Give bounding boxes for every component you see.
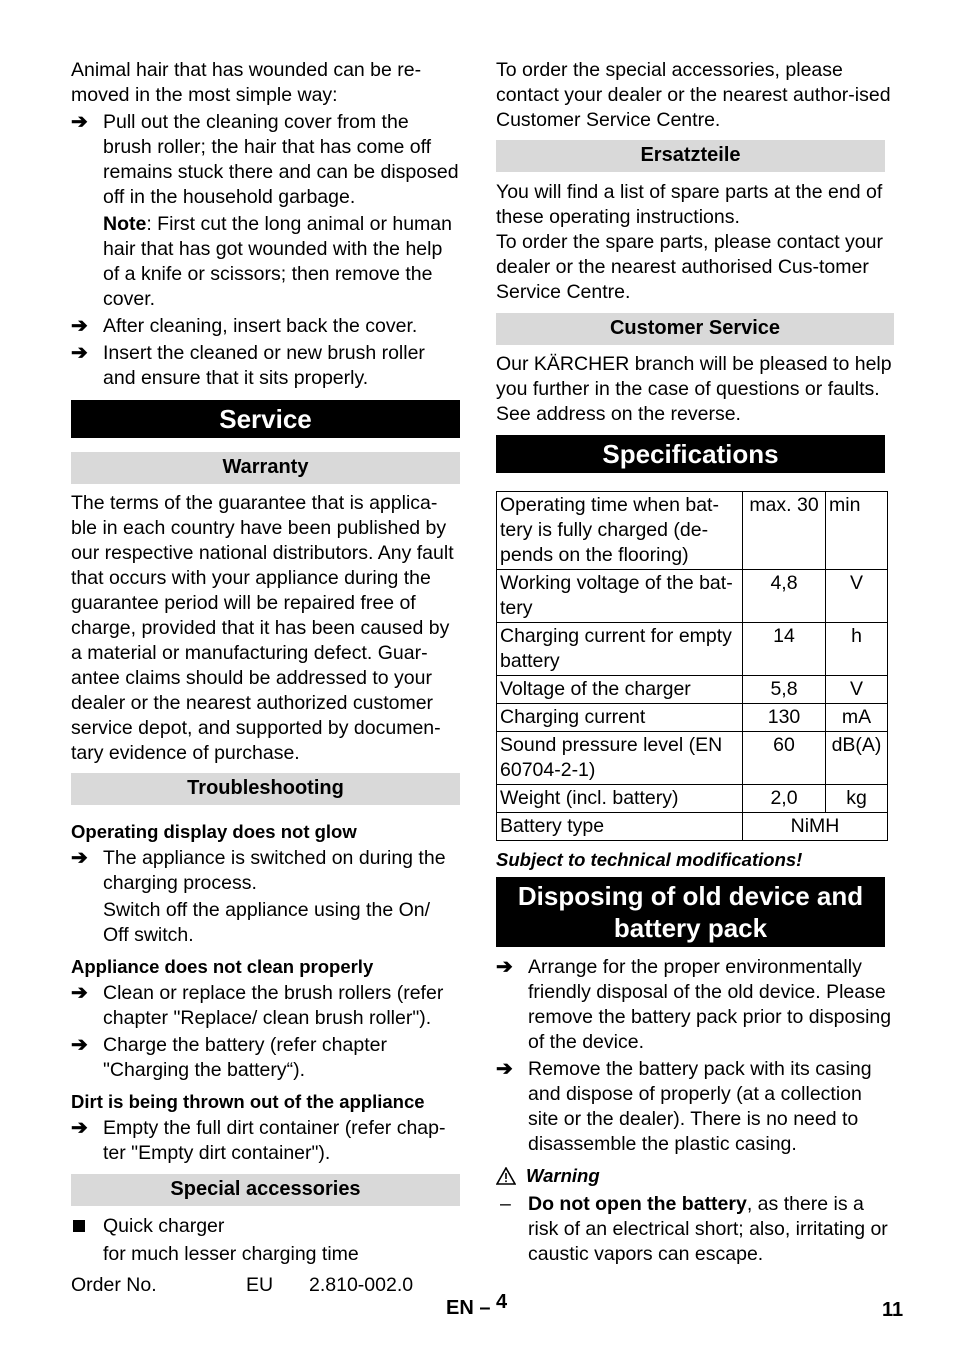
square-bullet-icon: [73, 1220, 85, 1232]
note-block: [71, 212, 460, 312]
sub-text: Switch off the appliance using the On/ Off switch.: [103, 899, 431, 946]
list-item: [496, 955, 894, 1055]
table-cell-unit: h: [826, 623, 888, 676]
table-cell-unit: mA: [826, 704, 888, 732]
table-cell-label: Working voltage of the bat-tery: [497, 570, 743, 623]
customer-service-text: Our KÄRCHER branch will be pleased to help you further in the case of questions or faults. See address on the reverse.: [496, 353, 892, 425]
table-cell-value: NiMH: [743, 813, 888, 841]
warranty-heading: Warranty: [71, 452, 460, 484]
arrow-right-icon: ➔: [71, 342, 88, 364]
list-item: [496, 1057, 894, 1157]
list-item: [71, 846, 460, 896]
list-item: [71, 1033, 460, 1083]
warning-text: , as there is a risk of an electrical short; also, irritating or caustic vapors can escape.: [528, 1193, 888, 1265]
table-cell-label: Charging current: [497, 704, 743, 732]
special-accessories-heading: Special accessories: [71, 1174, 460, 1206]
specifications-heading: Specifications: [496, 435, 885, 473]
table-row: [497, 492, 888, 570]
table-cell-value: 4,8: [743, 570, 826, 623]
list-item-text: Insert the cleaned or new brush roller and ensure that it sits properly.: [103, 342, 425, 389]
table-cell-value: 5,8: [743, 676, 826, 704]
disposing-heading: Disposing of old device and battery pack: [496, 877, 885, 947]
arrow-right-icon: ➔: [71, 1034, 88, 1056]
arrow-right-icon: ➔: [496, 956, 513, 978]
table-cell-unit: V: [826, 570, 888, 623]
ersatzteile-text: To order the spare parts, please contact your dealer or the nearest authorised Cus-tomer Service Centre.: [496, 231, 883, 303]
table-row: [497, 676, 888, 704]
table-cell-label: Battery type: [497, 813, 743, 841]
left-column: [71, 58, 460, 1298]
accessory-desc: for much lesser charging time: [103, 1243, 359, 1265]
list-item-text: The appliance is switched on during the charging process.: [103, 847, 446, 894]
note-label: Note: [103, 213, 147, 235]
list-item-text: Pull out the cleaning cover from the brush roller; the hair that has come off remains stuck there and can be disposed off in the household garbage.: [103, 111, 459, 208]
table-cell-value: 60: [743, 732, 826, 785]
table-cell-label: Weight (incl. battery): [497, 785, 743, 813]
table-row: [497, 785, 888, 813]
footer-section-label: [446, 1291, 508, 1321]
warning-triangle-icon: [496, 1167, 516, 1185]
table-cell-label: Charging current for empty battery: [497, 623, 743, 676]
arrow-right-icon: ➔: [71, 111, 88, 133]
table-cell-value: 2,0: [743, 785, 826, 813]
arrow-right-icon: ➔: [71, 1117, 88, 1139]
intro-text: Animal hair that has wounded can be re-moved in the most simple way:: [71, 59, 422, 106]
list-item-text: Arrange for the proper environmentally friendly disposal of the old device. Please remove the battery pack prior to disposing of the device.: [528, 956, 892, 1053]
arrow-right-icon: ➔: [71, 315, 88, 337]
special-order-text: To order the special accessories, please contact your dealer or the nearest author-ised Customer Service Centre.: [496, 59, 891, 131]
table-row: [497, 570, 888, 623]
table-row: [497, 704, 888, 732]
note-text: : First cut the long animal or human hair that has got wounded with the help of a knife or scissors; then remove the cover.: [103, 213, 452, 310]
accessory-name: Quick charger: [103, 1215, 225, 1237]
warranty-text: The terms of the guarantee that is applica-ble in each country have been published by our respective national distributors. Any fault that occurs with your appliance during the guarantee period will be repaired free of charge, provided that it has been caused by a material or manufacturing defect. Guar-antee claims should be addressed to your dealer or the nearest authorized customer service depot, and supported by documen-tary evidence of purchase.: [71, 492, 454, 764]
page-number: 11: [882, 1299, 904, 1321]
warning-bold: Do not open the battery: [528, 1193, 747, 1215]
ersatzteile-heading: Ersatzteile: [496, 140, 885, 172]
arrow-right-icon: ➔: [71, 982, 88, 1004]
table-row: [497, 623, 888, 676]
specifications-table: [496, 491, 888, 841]
table-cell-unit: V: [826, 676, 888, 704]
subheading: Operating display does not glow: [71, 821, 357, 842]
order-region: EU: [246, 1274, 274, 1296]
table-row: [497, 813, 888, 841]
right-column: [496, 58, 894, 1267]
list-item: [71, 981, 460, 1031]
table-cell-value: 130: [743, 704, 826, 732]
arrow-right-icon: ➔: [496, 1058, 513, 1080]
order-label: Order No.: [71, 1274, 157, 1296]
list-item: [71, 314, 460, 339]
dash-bullet: –: [500, 1193, 511, 1215]
subheading: Appliance does not clean properly: [71, 956, 374, 977]
table-cell-unit: min: [826, 492, 888, 570]
warning-label: Warning: [526, 1165, 600, 1186]
table-row: [497, 732, 888, 785]
table-cell-label: Voltage of the charger: [497, 676, 743, 704]
list-item-text: Remove the battery pack with its casing and dispose of properly (at a collection site or the dealer). There is no need to disassemble the plastic casing.: [528, 1058, 872, 1155]
list-item-text: After cleaning, insert back the cover.: [103, 315, 418, 337]
table-cell-unit: dB(A): [826, 732, 888, 785]
troubleshooting-heading: Troubleshooting: [71, 773, 460, 805]
list-item-text: Empty the full dirt container (refer chap-ter "Empty dirt container").: [103, 1117, 446, 1164]
footer-dash: –: [479, 1297, 491, 1319]
table-cell-label: Operating time when bat-tery is fully charged (de-pends on the flooring): [497, 492, 743, 570]
subheading: Dirt is being thrown out of the appliance: [71, 1091, 425, 1112]
list-item: [71, 1116, 460, 1166]
table-cell-unit: kg: [826, 785, 888, 813]
customer-service-heading: Customer Service: [496, 313, 894, 345]
list-item: [496, 1192, 894, 1267]
footer-lang: EN: [446, 1297, 474, 1319]
list-item-text: Clean or replace the brush rollers (refer chapter "Replace/ clean brush roller").: [103, 982, 444, 1029]
footer-section-page: 4: [496, 1291, 508, 1313]
subject-note: Subject to technical modifications!: [496, 849, 803, 870]
order-row: [71, 1273, 460, 1298]
table-cell-label: Sound pressure level (EN 60704-2-1): [497, 732, 743, 785]
ersatzteile-text: You will find a list of spare parts at the end of these operating instructions.: [496, 181, 883, 228]
order-number: 2.810-002.0: [309, 1274, 414, 1296]
list-item-text: Charge the battery (refer chapter "Charging the battery“).: [103, 1034, 387, 1081]
table-cell-value: 14: [743, 623, 826, 676]
warning-line: [496, 1163, 894, 1188]
service-heading: Service: [71, 400, 460, 438]
list-item: [71, 1214, 460, 1239]
arrow-right-icon: ➔: [71, 847, 88, 869]
table-cell-value: max. 30: [743, 492, 826, 570]
list-item: [71, 341, 460, 391]
list-item: [71, 110, 460, 210]
